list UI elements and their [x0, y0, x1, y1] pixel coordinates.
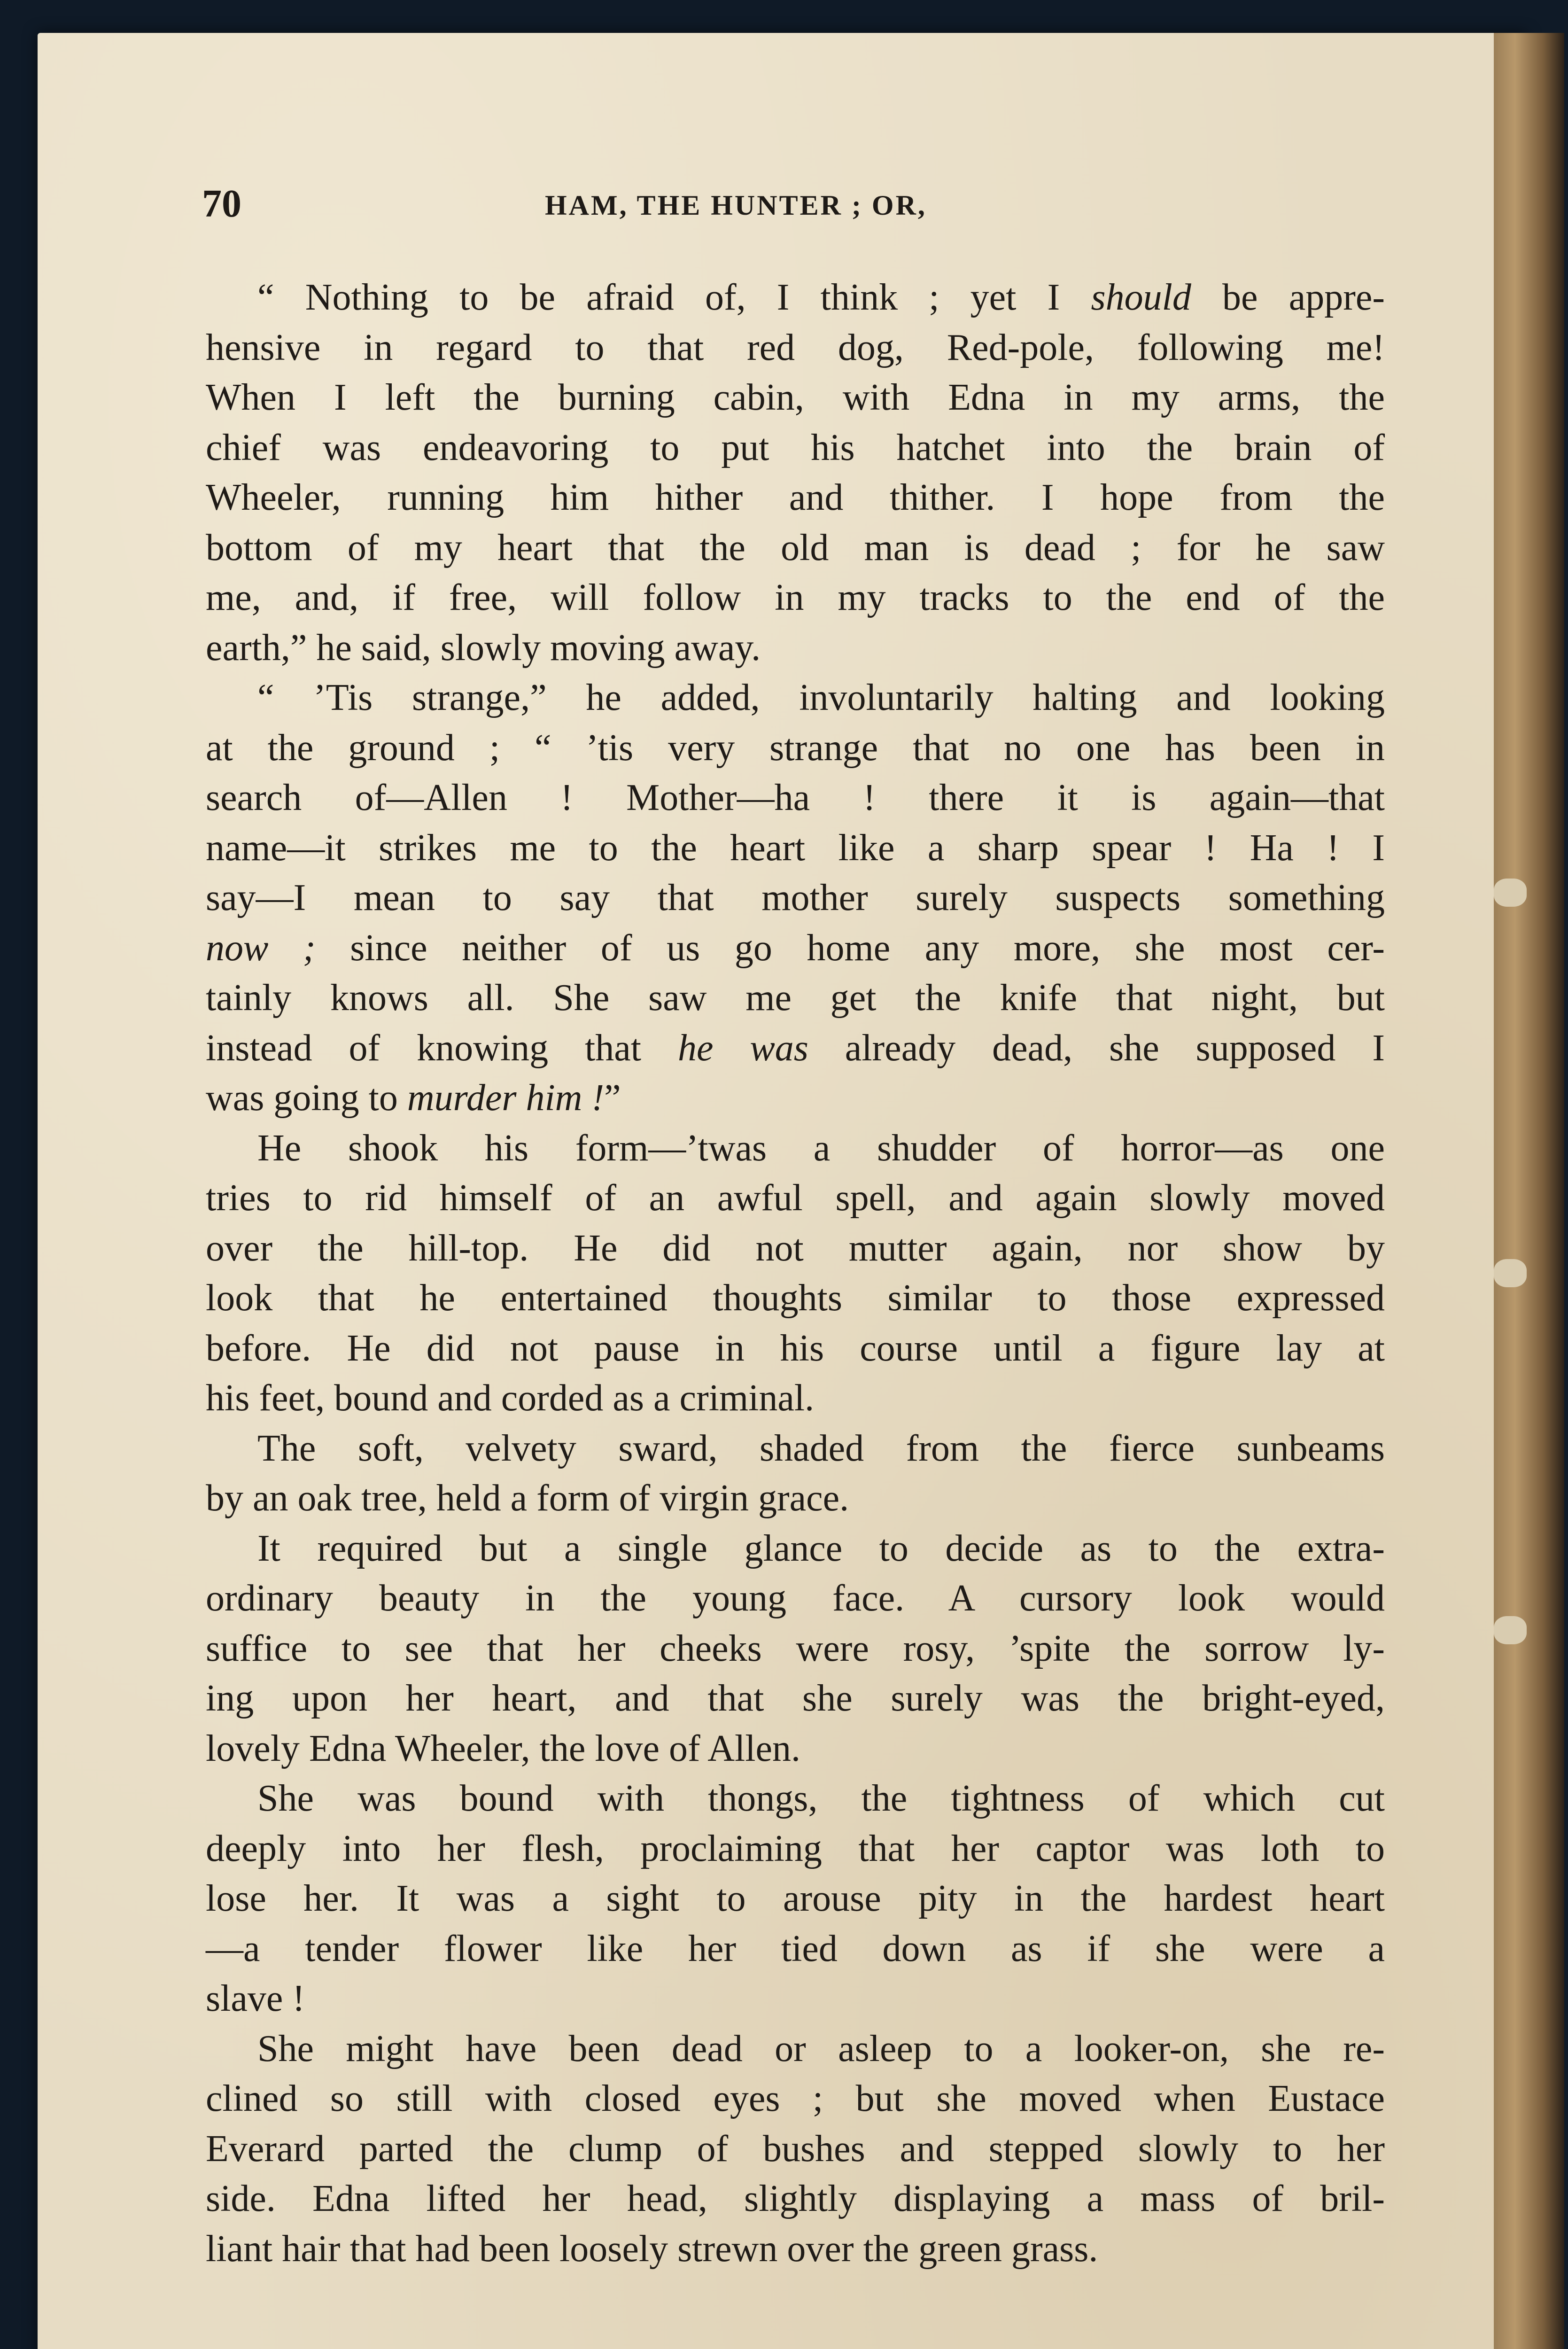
text-line: [206, 773, 1385, 823]
text-line: [206, 2174, 1385, 2224]
text-line: [206, 973, 1385, 1023]
text-run: was going to: [206, 1077, 407, 1119]
text-run: side. Edna lifted her head, slightly displaying a mass of bril-: [206, 2178, 1385, 2219]
binding-thread: [1494, 1616, 1527, 1644]
text-line: [206, 1824, 1385, 1874]
text-line: [206, 1974, 1385, 2024]
text-run: deeply into her flesh, proclaiming that her captor was loth to: [206, 1828, 1385, 1869]
text-line: [206, 1724, 1385, 1774]
text-line: [206, 1473, 1385, 1524]
text-run: lose her. It was a sight to arouse pity in the hardest heart: [206, 1878, 1385, 1919]
text-run: ”: [604, 1077, 621, 1119]
text-line: [206, 1573, 1385, 1624]
text-line: [206, 1373, 1385, 1423]
text-run: his feet, bound and corded as a criminal.: [206, 1377, 815, 1419]
italic-text: murder him !: [407, 1077, 605, 1119]
text-run: It required but a single glance to decide as to the extra-: [257, 1527, 1385, 1569]
book-spine: [1494, 33, 1564, 2349]
text-line: [206, 723, 1385, 773]
italic-text: should: [1091, 277, 1191, 318]
text-line: [206, 423, 1385, 473]
text-run: since neither of us go home any more, she most cer-: [315, 927, 1385, 969]
text-run: bottom of my heart that the old man is dead ; for he saw: [206, 527, 1385, 568]
text-run: chief was endeavoring to put his hatchet into the brain of: [206, 427, 1385, 468]
text-run: say—I mean to say that mother surely suspects something: [206, 877, 1385, 918]
text-run: She was bound with thongs, the tightness of which cut: [257, 1778, 1385, 1819]
text-line: [206, 473, 1385, 523]
text-line: [206, 1524, 1385, 1574]
text-line: [206, 1023, 1385, 1073]
text-run: tainly knows all. She saw me get the knife that night, but: [206, 977, 1385, 1019]
text-line: [206, 673, 1385, 723]
text-line: [206, 272, 1385, 323]
text-line: [206, 623, 1385, 673]
text-run: earth,” he said, slowly moving away.: [206, 627, 761, 669]
text-line: [206, 373, 1385, 423]
text-run: search of—Allen ! Mother—ha ! there it is again—that: [206, 777, 1385, 818]
text-line: [206, 1273, 1385, 1323]
text-line: [206, 1073, 1385, 1123]
running-head: HAM, THE HUNTER ; OR,: [545, 190, 927, 221]
text-line: [206, 923, 1385, 973]
text-run: “ Nothing to be afraid of, I think ; yet I: [257, 277, 1091, 318]
text-run: ordinary beauty in the young face. A cursory look would: [206, 1578, 1385, 1619]
text-run: “ ’Tis strange,” he added, involuntarily halting and looking: [257, 677, 1385, 718]
text-run: look that he entertained thoughts similar to those expressed: [206, 1277, 1385, 1319]
text-line: [206, 1173, 1385, 1223]
text-run: by an oak tree, held a form of virgin grace.: [206, 1478, 849, 1519]
text-line: [206, 323, 1385, 373]
text-run: lovely Edna Wheeler, the love of Allen.: [206, 1727, 801, 1769]
text-run: me, and, if free, will follow in my tracks to the end of the: [206, 577, 1385, 618]
text-line: [206, 2024, 1385, 2074]
text-run: When I left the burning cabin, with Edna in my arms, the: [206, 377, 1385, 418]
page-header: [202, 181, 1376, 228]
text-line: [206, 2124, 1385, 2174]
text-run: slave !: [206, 1978, 305, 2019]
text-line: [206, 523, 1385, 573]
text-run: clined so still with closed eyes ; but she moved when Eustace: [206, 2078, 1385, 2119]
text-line: [206, 2074, 1385, 2124]
text-line: [206, 1223, 1385, 1274]
page-number: 70: [202, 182, 241, 226]
binding-thread: [1494, 1259, 1527, 1287]
text-line: [206, 1423, 1385, 1474]
text-line: [206, 1323, 1385, 1374]
text-run: be appre-: [1191, 277, 1385, 318]
text-line: [206, 1624, 1385, 1674]
text-run: She might have been dead or asleep to a looker-on, she re-: [257, 2028, 1385, 2069]
text-line: [206, 873, 1385, 923]
binding-thread: [1494, 879, 1527, 907]
text-line: [206, 2224, 1385, 2274]
text-run: Everard parted the clump of bushes and stepped slowly to her: [206, 2128, 1385, 2170]
text-line: [206, 1924, 1385, 1974]
text-run: tries to rid himself of an awful spell, and again slowly moved: [206, 1177, 1385, 1219]
text-run: The soft, velvety sward, shaded from the fierce sunbeams: [257, 1427, 1385, 1469]
text-line: [206, 1673, 1385, 1724]
italic-text: now ;: [206, 927, 316, 969]
text-run: name—it strikes me to the heart like a sharp spear ! Ha ! I: [206, 827, 1385, 869]
italic-text: he was: [677, 1027, 808, 1069]
text-run: instead of knowing that: [206, 1027, 678, 1069]
text-run: hensive in regard to that red dog, Red-pole, following me!: [206, 327, 1385, 368]
text-line: [206, 1773, 1385, 1824]
text-run: suffice to see that her cheeks were rosy, ’spite the sorrow ly-: [206, 1627, 1385, 1669]
text-run: ing upon her heart, and that she surely was the bright-eyed,: [206, 1678, 1385, 1719]
body-text: [206, 272, 1385, 2274]
text-run: He shook his form—’twas a shudder of horror—as one: [257, 1127, 1385, 1169]
text-line: [206, 1874, 1385, 1924]
text-line: [206, 573, 1385, 623]
text-run: liant hair that had been loosely strewn over the green grass.: [206, 2228, 1098, 2270]
text-line: [206, 1123, 1385, 1174]
text-run: over the hill-top. He did not mutter again, nor show by: [206, 1227, 1385, 1269]
text-run: already dead, she supposed I: [808, 1027, 1385, 1069]
text-run: —a tender flower like her tied down as if she were a: [206, 1928, 1385, 1969]
text-run: before. He did not pause in his course until a figure lay at: [206, 1327, 1385, 1369]
text-line: [206, 823, 1385, 873]
text-run: at the ground ; “ ’tis very strange that no one has been in: [206, 727, 1385, 769]
text-run: Wheeler, running him hither and thither. I hope from the: [206, 477, 1385, 518]
